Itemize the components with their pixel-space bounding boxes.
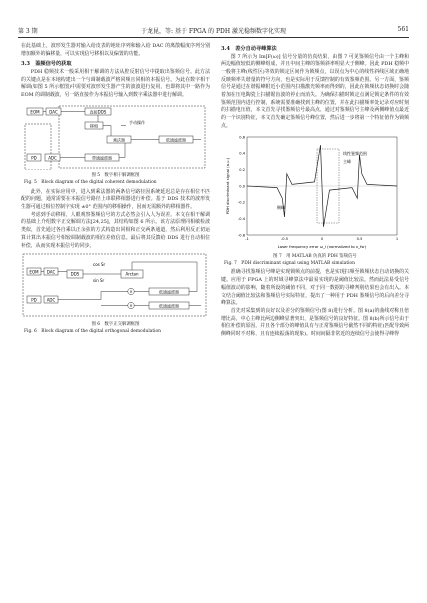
y-tick-label: -0.4 (237, 216, 245, 221)
y-ticks (238, 135, 246, 237)
multiplier-q-label: × (129, 303, 133, 309)
phase-shift-label: 移相 (90, 123, 98, 129)
adc-label: ADC (48, 155, 57, 161)
multiplier-i-label: × (129, 289, 133, 295)
pd-label: PD (31, 155, 37, 161)
section-heading: 3.4 差分自动寻峰算法 (221, 45, 277, 52)
x-ticks (245, 237, 398, 241)
main-peak-label: 主峰 (343, 158, 351, 164)
bpf-label: 带通滤波器 (92, 155, 112, 161)
paragraph: 准确寻找鉴频信号峰是实现锁频点的前提，也是实现扫频至锁频状态自动切换的关键。应用于 FPGA 上的时域寻峰算法中最易实现的是阈值比较法。然而此法易受信号幅值波动的影响，随着所设的阈值不同，对于同一数据的寻峰判别结果也会有出入。本文结合阈值比较法和鉴频信号实际特征，提出了一种用于 PDH 鉴频信号的后向差分寻峰算法。 (221, 269, 409, 307)
dds-label: DDS (70, 271, 80, 277)
linear-range-label: 线性鉴频范围 (343, 150, 367, 156)
pd-label: PD (31, 297, 37, 303)
page-number: 561 (397, 26, 409, 33)
paragraph: 此外，在实际应用中，进入到乘法器的两条信号路径因系统延迟总是存在相位不匹配的问题，通常需要在本振信号路径上串联移相器进行补偿。基于 DDS 技术的波形发生器可通过相位控制字实现 ±0° 范围内的移相操作，因而无需额外的移相器件。 (21, 188, 210, 211)
y-tick-label: 0.2 (239, 167, 245, 172)
paragraph: 考虑到手动移相，人眼观察鉴频信号的方式必然会引入人为误差。本文在相干解调的基础上介绍数字正交解调方法[24,25]，其结构如图 6 所示。该方法原理同相敏检波类似，首先通过各自乘以正余弦的方式构造出同相和正交两条通道，然后利用反正切运算计算出本振信号相较调制载波的相位差值信息。最后将其反馈给 DDS 进行自动相位补偿，从而实现本振信号的同步。 (21, 211, 210, 249)
y-tick-label: 0.6 (239, 134, 245, 139)
paragraph: PDH 稳频技术一般采用相干解调的方法从腔反射信号中提取出鉴频信号。此方法的关键点是在本地构建出一个与调制载波严格同频且同相的本振信号。为此在数字相干解调(如图 5 所示框图)中需要对波形发生器产生的波波进行复用，也即将其中一路作为 EOM 的调制载波，另一路直接作为本振信号输入到数字乘法器中进行解调。 (21, 68, 210, 99)
figure-7-caption-en: Fig. 7 PDH discriminant signal using MATLAB simulation (224, 260, 355, 266)
section-heading: 3.3 鉴频信号的获取 (21, 60, 72, 67)
dashed-frame (25, 124, 51, 170)
figure-6-caption-en: Fig. 6 Block diagram of the digital orthogonal demodulation (24, 328, 161, 334)
header-rule (18, 37, 409, 38)
lpf-label: 低通滤波器 (166, 137, 186, 143)
dds-label: 直接DDS (89, 109, 107, 115)
paragraph: 在此基础上，波形发生器对输入给皮表的地址序列和输入给 DAC 的离散幅度序列分别增加额外的偏移量，可以实现信号移相以及偏置的功能。 (21, 43, 210, 57)
cos-label: cos Sr (93, 262, 106, 268)
x-tick-label: 0 (320, 236, 324, 241)
y-tick-label: 0.4 (239, 151, 245, 156)
y-axis-label: PDH discriminant signal (a.u.) (225, 157, 230, 214)
coherent-demod-diagram (21, 102, 210, 170)
running-header (18, 26, 409, 36)
paragraph: 首先对采集到的良好以及差分的鉴频信号(图 8)进行分析。图 8(a)的曲线对称且倍增比高，中心主峰比两边侧峰显著突出，是鉴频信号的良好特征。图 8(b)所示信号由于相位补偿的原因，并且各个部分的峰值具有与正常鉴频信号截然不同的特征(匹配导致两侧峰同时不对称，且有连续振荡的现象)。时间间隔非常近的连续信号会使得寻峰得 (221, 307, 409, 338)
figure-6-caption-cn: 图 6 数字正交解调框图 (91, 321, 140, 327)
y-tick-label: -0.6 (237, 232, 245, 237)
x-tick-label: 0.5 (356, 236, 363, 241)
manual-op-label: 手动操作 (129, 119, 145, 125)
issue-number: 第 3 期 (18, 28, 38, 35)
y-tick-label: -0.2 (237, 200, 245, 205)
x-tick-label: 1 (395, 236, 399, 241)
arctan-label: Arctan (125, 271, 139, 277)
figure-5-caption-en: Fig. 5 Block diagram of the digital coherent demodulation (24, 180, 157, 186)
dac-label: DAC (49, 109, 58, 115)
dac-label: DAC (46, 269, 56, 275)
sin-label: sin Sr (93, 278, 105, 284)
orthogonal-demod-diagram (21, 252, 210, 318)
side-peak-label: 侧峰 (277, 204, 285, 210)
eom-label: EOM (29, 269, 39, 275)
eom-label: EOM (30, 109, 40, 115)
x-tick-label: -1 (245, 236, 249, 241)
y-tick-label: 0.0 (239, 183, 245, 188)
signal-wires (41, 262, 201, 309)
x-axis-label: Laser frequency error ω_l (normalized to ν_fsr) (277, 243, 367, 249)
adc-label: ADC (46, 297, 56, 303)
signal-wires (43, 111, 201, 157)
lpf-label-1: 低通滤波器 (159, 289, 179, 295)
article-running-title: 于龙昆，等: 基于 FPGA 的 PDH 激光稳频数字化实现 (141, 28, 286, 35)
pdh-signal-chart (221, 133, 409, 251)
multiplier-label: 乘法器 (113, 137, 125, 143)
lpf-label-2: 低通滤波器 (159, 303, 179, 309)
x-tick-label: -0.5 (280, 236, 289, 241)
figure-7 (221, 133, 409, 268)
right-column (221, 43, 409, 339)
paragraph: 图 7 所示为 Im[F(ω)] 信号分量的仿真结果，由图 7 可见鉴频信号由一个主峰和两边幅值较低的侧峰组成，并且中间主峰的鉴频斜率明显大于侧峰。因此 PDH 稳频中一般将主峰(线性区)等效的锁定区间作为锁频点，以误点为中心的线性斜线区域正确地反映频率失谐量的符号方向，也是实际用于反馈控制的有效鉴频范围。另一方面，鉴频信号是通过在谐振峰附近小范围内扫描激光频率而得到的，因此在锁频状态切换时会随着加在压电陶瓷上扫描锯齿波的停止而消失。为确保扫描时锁定点满足锁定条件的有效鉴频范围内进行控制，系统需要准确找到主峰的位置，并在此扫描频率处记录对应时刻的扫描电压值，本文首先寻找鉴频信号最高点，通过对鉴频信号主峰及两侧峰值点最近的一个识别特征，本文首先确定鉴频信号峰位置，然后进一步将第一个特征值作为锁频点。 (221, 53, 409, 129)
figure-6 (21, 252, 210, 335)
figure-5 (21, 102, 210, 187)
figure-5-caption-cn: 图 5 数字相干解调框图 (91, 173, 140, 179)
figure-7-caption-cn: 图 7 用 MATLAB 仿真的 PDH 鉴频信号 (273, 254, 357, 260)
left-column (21, 43, 210, 337)
